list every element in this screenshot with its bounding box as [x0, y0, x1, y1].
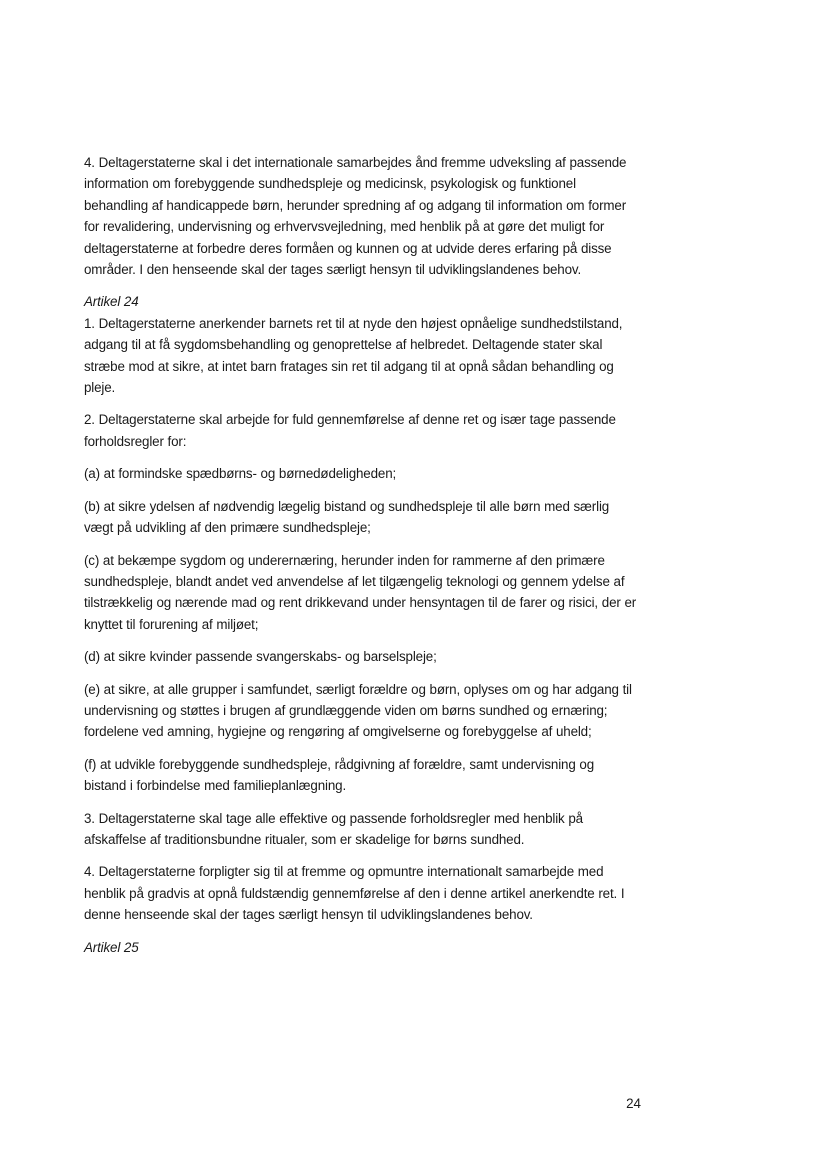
article-25-heading: Artikel 25 [84, 939, 139, 955]
paragraph-article24-2f: (f) at udvikle forebyggende sundhedspleje, rådgivning af forældre, samt undervisning og bistand i forbindelse med familieplanlægning. [84, 756, 595, 794]
paragraph-article23-4: 4. Deltagerstaterne skal i det internationale samarbejdes ånd fremme udveksling af passende information om forebyggende sundhedspleje og medicinsk, psykologisk og funktionel behandling af handicappede børn, herunder spredning af og adgang til information om former for revalidering, undervisning og erhvervsvejledning, med henblik på at gøre det muligt for deltagerstaterne at forbedre deres formåen og kunnen og at udvide deres erfaring på disse områder. I den henseende skal der tages særligt hensyn til udviklingslandenes behov. [84, 155, 627, 278]
paragraph-article24-4: 4. Deltagerstaterne forpligter sig til at fremme og opmuntre internationalt samarbejde med henblik på gradvis at opnå fuldstændig gennemførelse af den i denne artikel anerkendte ret. I denne henseende skal der tages særligt hensyn til udviklingslandenes behov. [84, 864, 625, 923]
document-page [84, 152, 639, 958]
paragraph-article24-2d: (d) at sikre kvinder passende svangerskabs- og barselspleje; [84, 649, 437, 665]
article-24-heading: Artikel 24 [84, 294, 139, 310]
paragraph-article24-3: 3. Deltagerstaterne skal tage alle effektive og passende forholdsregler med henblik på afskaffelse af traditionsbundne ritualer, som er skadelige for børns sundhed. [84, 810, 583, 847]
paragraph-article24-2: 2. Deltagerstaterne skal arbejde for fuld gennemførelse af denne ret og især tage passende forholdsregler for: [84, 412, 616, 449]
page-number: 24 [626, 1096, 641, 1111]
paragraph-article24-2c: (c) at bekæmpe sygdom og underernæring, herunder inden for rammerne af den primære sundhedspleje, blandt andet ved anvendelse af let tilgængelig teknologi og gennem ydelse af tilstrækkelig og nærende mad og rent drikkevand under hensyntagen til de farer og risici, der er knyttet til forurening af miljøet; [84, 552, 637, 632]
paragraph-article24-1: 1. Deltagerstaterne anerkender barnets ret til at nyde den højest opnåelige sundhedstilstand, adgang til at få sygdomsbehandling og genoprettelse af helbredet. Deltagende stater skal stræbe mod at sikre, at intet barn fratages sin ret til adgang til at opnå sådan behandling og pleje. [84, 315, 623, 396]
paragraph-article24-2e: (e) at sikre, at alle grupper i samfundet, særligt forældre og børn, oplyses om og har adgang til undervisning og støttes i brugen af grundlæggende viden om børns sundhed og ernæring; fordelene ved amning, hygiejne og rengøring af omgivelserne og forebyggelse af uheld; [84, 681, 632, 740]
paragraph-article24-2b: (b) at sikre ydelsen af nødvendig lægelig bistand og sundhedspleje til alle børn med særlig vægt på udvikling af den primære sundhedspleje; [84, 498, 610, 536]
paragraph-article24-2a: (a) at formindske spædbørns- og børnedødeligheden; [84, 466, 397, 482]
